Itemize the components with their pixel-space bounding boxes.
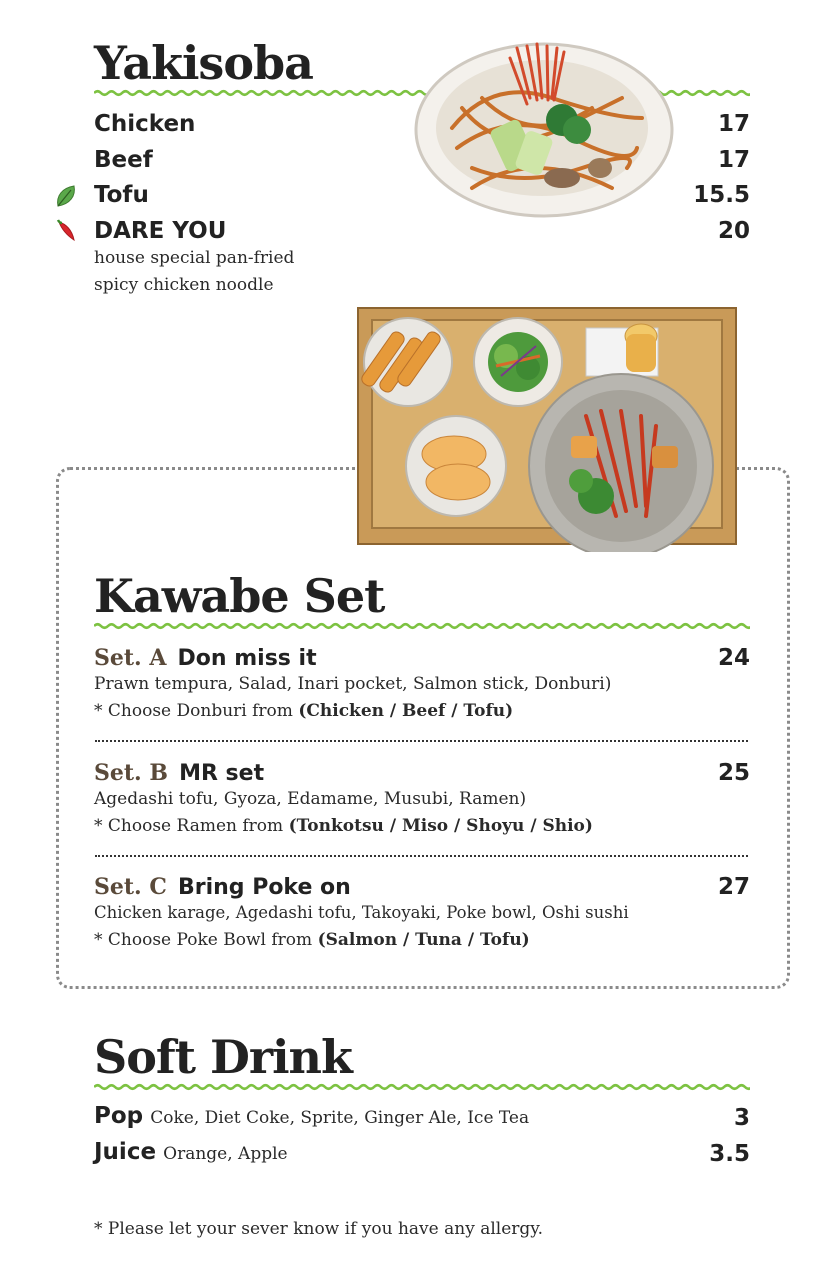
kawabe-set-title: Kawabe Set xyxy=(94,569,385,623)
divider xyxy=(95,855,748,857)
drink-name-pop: Pop xyxy=(94,1103,144,1129)
allergy-footnote: * Please let your sever know if you have any allergy. xyxy=(94,1219,544,1239)
chili-pepper-icon xyxy=(54,218,78,244)
menu-item-beef: Beef xyxy=(94,147,153,173)
set-c-header xyxy=(94,874,351,900)
set-b-items: Agedashi tofu, Gyoza, Edamame, Musubi, Ramen) xyxy=(94,789,527,809)
set-c-code: Set. C xyxy=(94,874,167,900)
kawabe-wavy-underline xyxy=(94,621,750,631)
set-c-items: Chicken karage, Agedashi tofu, Takoyaki, Poke bowl, Oshi sushi xyxy=(94,903,629,922)
price-beef: 17 xyxy=(717,147,750,173)
soft-drink-wavy-underline xyxy=(94,1082,750,1092)
set-a-code: Set. A xyxy=(94,645,167,671)
dare-you-description-line2: spicy chicken noodle xyxy=(94,275,274,295)
set-c-price: 27 xyxy=(717,874,750,900)
set-a-choose-prefix: * Choose Donburi from xyxy=(94,701,299,721)
set-c-name: Bring Poke on xyxy=(177,875,351,900)
drink-item-juice xyxy=(94,1141,288,1164)
leaf-icon xyxy=(54,184,78,210)
menu-item-chicken: Chicken xyxy=(94,111,196,137)
set-c-choose xyxy=(94,932,530,949)
menu-item-dare-you: DARE YOU xyxy=(94,218,227,244)
price-tofu: 15.5 xyxy=(693,182,750,208)
divider xyxy=(95,740,748,742)
menu-item-tofu: Tofu xyxy=(94,182,149,208)
set-a-price: 24 xyxy=(717,645,750,671)
drink-item-pop xyxy=(94,1105,529,1128)
price-chicken: 17 xyxy=(717,111,750,137)
drink-detail-pop: Coke, Diet Coke, Sprite, Ginger Ale, Ice Tea xyxy=(150,1108,530,1128)
set-c-choose-options: (Salmon / Tuna / Tofu) xyxy=(317,930,530,950)
drink-name-juice: Juice xyxy=(94,1139,157,1165)
set-c-choose-prefix: * Choose Poke Bowl from xyxy=(94,930,318,950)
price-juice: 3.5 xyxy=(709,1141,750,1167)
set-b-choose xyxy=(94,818,593,835)
dare-you-description-line1: house special pan-fried xyxy=(94,248,295,268)
set-b-choose-options: (Tonkotsu / Miso / Shoyu / Shio) xyxy=(288,816,593,836)
set-b-price: 25 xyxy=(717,760,750,786)
set-b-name: MR set xyxy=(179,761,265,786)
soft-drink-title: Soft Drink xyxy=(94,1030,352,1084)
set-a-choose-options: (Chicken / Beef / Tofu) xyxy=(298,701,514,721)
set-a-header xyxy=(94,645,317,671)
price-pop: 3 xyxy=(733,1105,750,1131)
set-b-code: Set. B xyxy=(94,760,168,786)
bento-tray-illustration xyxy=(356,306,740,552)
set-a-choose xyxy=(94,703,513,720)
set-b-choose-prefix: * Choose Ramen from xyxy=(94,816,289,836)
set-a-name: Don miss it xyxy=(177,646,317,671)
set-a-items: Prawn tempura, Salad, Inari pocket, Salmon stick, Donburi) xyxy=(94,674,612,694)
drink-detail-juice: Orange, Apple xyxy=(163,1144,288,1164)
set-b-header xyxy=(94,760,264,786)
price-dare-you: 20 xyxy=(717,218,750,244)
yakisoba-title: Yakisoba xyxy=(94,36,313,90)
